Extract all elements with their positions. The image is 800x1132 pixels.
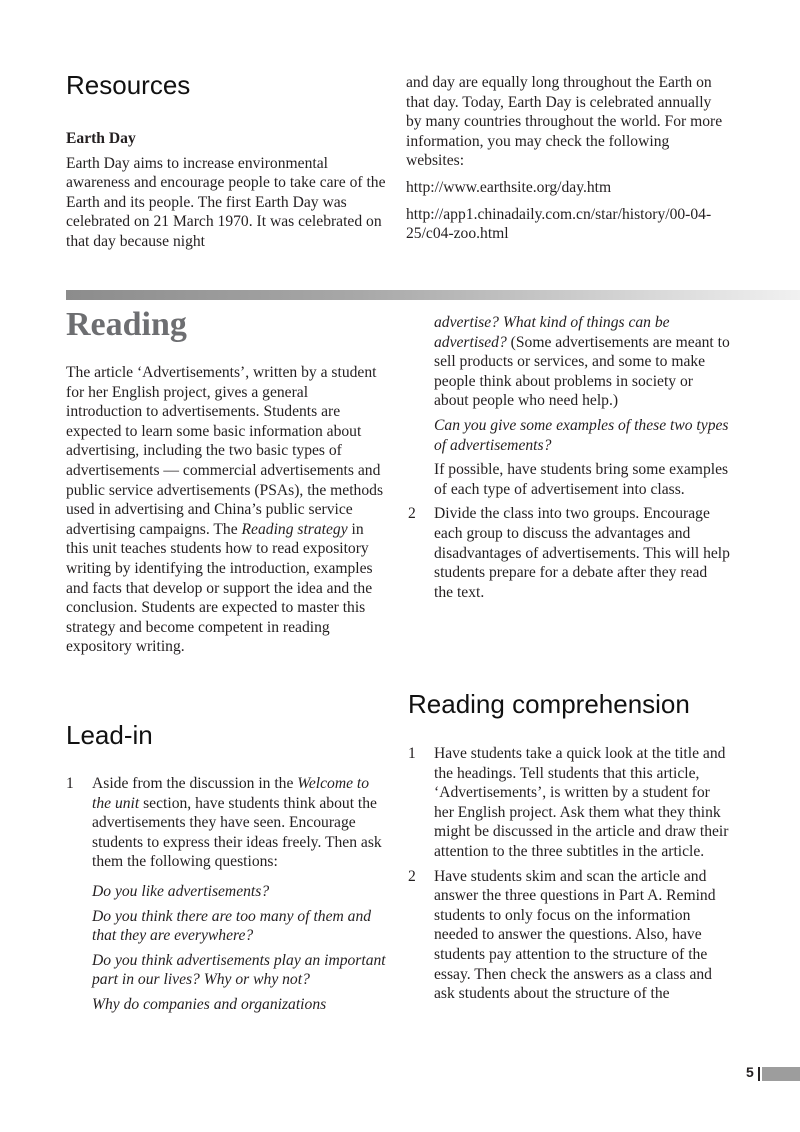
reading-intro-paragraph (66, 363, 388, 657)
section-divider (66, 290, 800, 300)
lead-in-question-5: Can you give some examples of these two types of advertisements? (434, 416, 729, 454)
lead-in-right-column (408, 313, 730, 602)
lead-in-question-2: Do you think there are too many of them and that they are everywhere? (92, 907, 372, 945)
resources-left-column (66, 129, 391, 252)
lead-in-item-2 (408, 504, 730, 602)
lead-in-question-1: Do you like advertisements? (92, 882, 270, 900)
comprehension-item-2-number: 2 (408, 867, 416, 885)
lead-in-item-1 (66, 774, 388, 1015)
page-number-bar (762, 1067, 800, 1081)
comprehension-item-1-number: 1 (408, 745, 416, 762)
reading-intro (66, 363, 388, 657)
page-number: 5 (746, 1064, 754, 1080)
reading-strategy-term: Reading strategy (241, 520, 348, 538)
lead-in-question-4-continued (434, 313, 730, 411)
lead-in-item-1-continued (408, 313, 730, 499)
lead-in-question-5-answer: If possible, have students bring some examples of each type of advertisement into class. (434, 461, 729, 498)
lead-in-left-column (66, 774, 388, 1015)
comprehension-item-2-text: Have students skim and scan the article and answer the three questions in Part A. Remind students to only focus on the information needed to answer the questions. Also, have students pay attention to the structure of the essay. Then check the answers as a class and ask students about the structure of the (434, 867, 716, 1003)
lead-in-item-1-text-b: section, have students think about the advertisements they have seen. Encourage students to express their ideas freely. Then ask them the following questions: (92, 794, 382, 871)
earth-day-text-left: Earth Day aims to increase environmental awareness and encourage people to take care of the Earth and its people. The first Earth Day was celebrated on 21 March 1970. It was celebrated on that day because night (66, 154, 386, 250)
lead-in-item-1-text (92, 774, 388, 872)
earth-day-subheading: Earth Day (66, 130, 136, 147)
resource-link-2[interactable]: http://app1.chinadaily.com.cn/star/history/00-04-25/c04-zoo.html (406, 205, 712, 243)
resources-right-column (406, 73, 724, 244)
lead-in-item-1-number: 1 (66, 775, 74, 792)
comprehension-item-2 (408, 867, 730, 1004)
comprehension-list (408, 744, 730, 1004)
comprehension-item-1-text: Have students take a quick look at the title and the headings. Tell students that this article, ‘Advertisements’, is written by a student for her English project. Ask them what they think might be discussed in the article and draw their attention to the three subtitles in the article. (434, 745, 729, 860)
resource-link-1[interactable]: http://www.earthsite.org/day.htm (406, 178, 612, 196)
question-4-answer: (Some advertisements are meant to sell products or services, and some to make people think about problems in society or about people who need help.) (434, 333, 730, 410)
earth-day-text-right: and day are equally long throughout the Earth on that day. Today, Earth Day is celebrated annually by many countries throughout the world. For more information, you may check the following websites: (406, 74, 723, 170)
lead-in-item-2-text: Divide the class into two groups. Encourage each group to discuss the advantages and disadvantages of advertisements. This will help students prepare for a debate after they read the text. (434, 505, 730, 601)
reading-intro-part-b: in this unit teaches students how to read expository writing by identifying the introduction, examples and facts that develop or support the idea and the conclusion. Students are expected to master this strategy and become competent in reading expository writing. (66, 520, 373, 656)
comprehension-item-1 (408, 744, 730, 862)
reading-intro-part-a: The article ‘Advertisements’, written by a student for her English project, gives a general introduction to advertisements. Students are expected to learn some basic information about advertising, including the two basic types of advertisements — commercial advertisements and public service advertisements (PSAs), the methods used in advertising and China’s public service advertising campaigns. The (66, 364, 384, 538)
lead-in-item-2-number: 2 (408, 505, 416, 523)
welcome-unit-term: Welcome to the unit (92, 775, 370, 812)
lead-in-question-4-start: Why do companies and organizations (92, 995, 327, 1013)
resources-heading: Resources (66, 70, 191, 100)
lead-in-question-3: Do you think advertisements play an important part in our lives? Why or why not? (92, 951, 386, 989)
reading-heading: Reading (66, 306, 187, 343)
lead-in-item-1-text-a: Aside from the discussion in the (92, 775, 298, 792)
lead-in-heading: Lead-in (66, 720, 153, 750)
question-4-italic: advertise? What kind of things can be advertised? (434, 314, 670, 351)
reading-comprehension-heading: Reading comprehension (408, 689, 690, 719)
page-number-separator (758, 1067, 760, 1081)
